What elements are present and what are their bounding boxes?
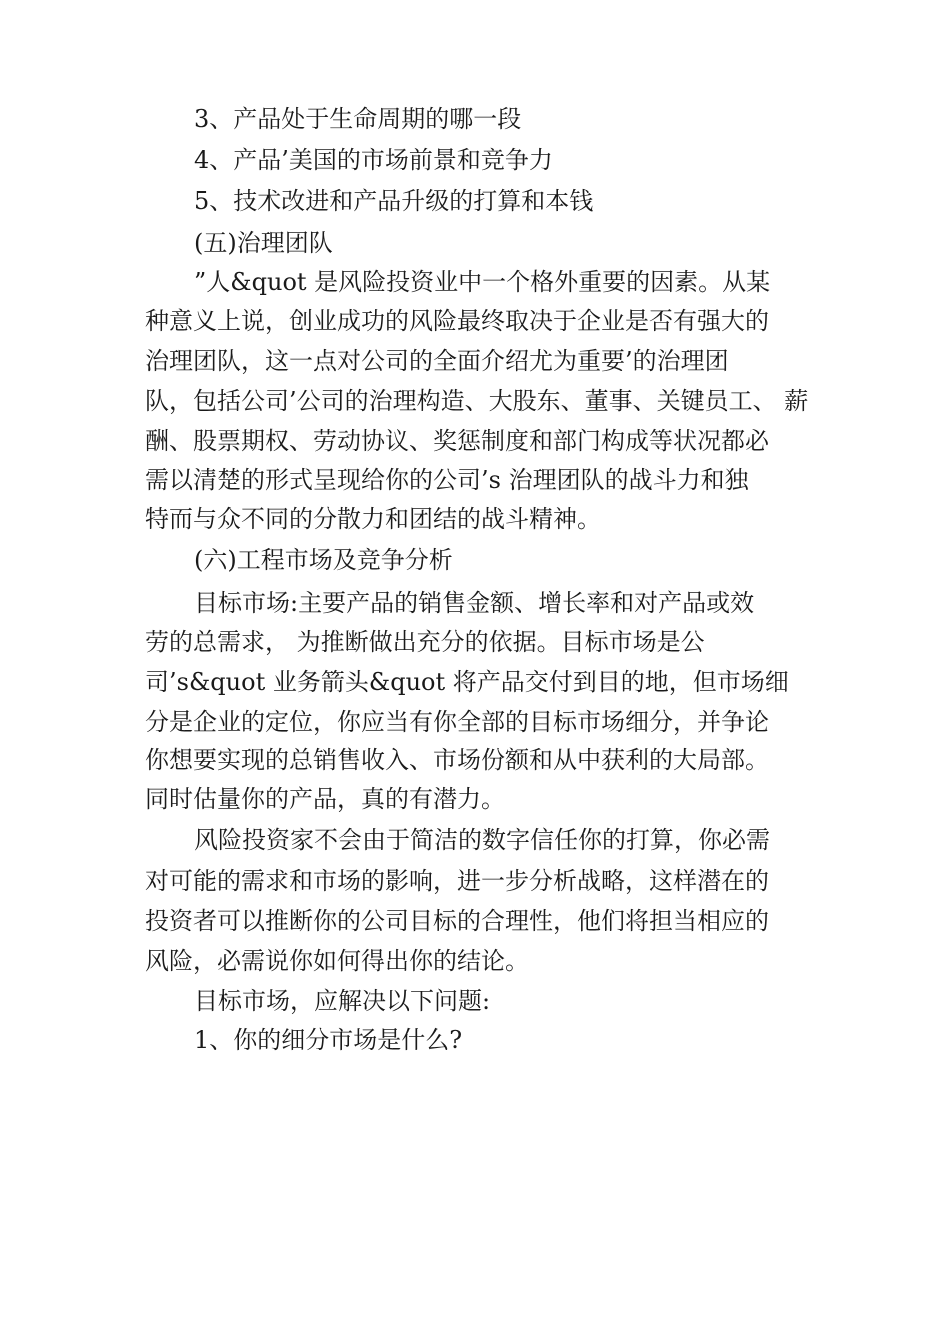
text-line: 同时估量你的产品，真的有潜力。 [145, 785, 505, 813]
text-line: ”人&quot 是风险投资业中一个格外重要的因素。从某 [194, 268, 771, 296]
text-line: 风险投资家不会由于简洁的数字信任你的打算，你必需 [194, 826, 770, 854]
text-line: 劳的总需求， 为推断做出充分的依据。目标市场是公 [145, 628, 705, 656]
text-line: 需以清楚的形式呈现给你的公司’s 治理团队的战斗力和独 [145, 466, 749, 494]
text-line: 酬、股票期权、劳动协议、奖惩制度和部门构成等状况都必 [145, 427, 769, 455]
section-heading: (六)工程市场及竞争分析 [194, 546, 453, 574]
text-line: 3、产品处于生命周期的哪一段 [194, 105, 522, 133]
section-heading: (五)治理团队 [194, 229, 333, 257]
text-line: 目标市场:主要产品的销售金额、增长率和对产品或效 [194, 589, 755, 617]
text-line: 5、技术改进和产品升级的打算和本钱 [194, 187, 594, 215]
text-line: 特而与众不同的分散力和团结的战斗精神。 [145, 505, 601, 533]
text-line: 治理团队，这一点对公司的全面介绍尤为重要’的治理团 [145, 347, 729, 375]
text-line: 种意义上说，创业成功的风险最终取决于企业是否有强大的 [145, 307, 769, 335]
text-line: 分是企业的定位，你应当有你全部的目标市场细分，并争论 [145, 708, 769, 736]
text-line: 你想要实现的总销售收入、市场份额和从中获利的大局部。 [145, 746, 769, 774]
text-line: 队，包括公司’公司的治理构造、大股东、董事、关键员工、 薪 [145, 387, 809, 415]
text-line: 对可能的需求和市场的影响，进一步分析战略，这样潜在的 [145, 867, 769, 895]
text-line: 投资者可以推断你的公司目标的合理性，他们将担当相应的 [145, 907, 769, 935]
text-line: 目标市场，应解决以下问题: [194, 987, 491, 1015]
text-line: 1、你的细分市场是什么? [194, 1026, 463, 1054]
text-line: 司’s&quot 业务箭头&quot 将产品交付到目的地，但市场细 [145, 668, 789, 696]
text-line: 4、产品’美国的市场前景和竞争力 [194, 146, 553, 174]
text-line: 风险，必需说你如何得出你的结论。 [145, 947, 529, 975]
